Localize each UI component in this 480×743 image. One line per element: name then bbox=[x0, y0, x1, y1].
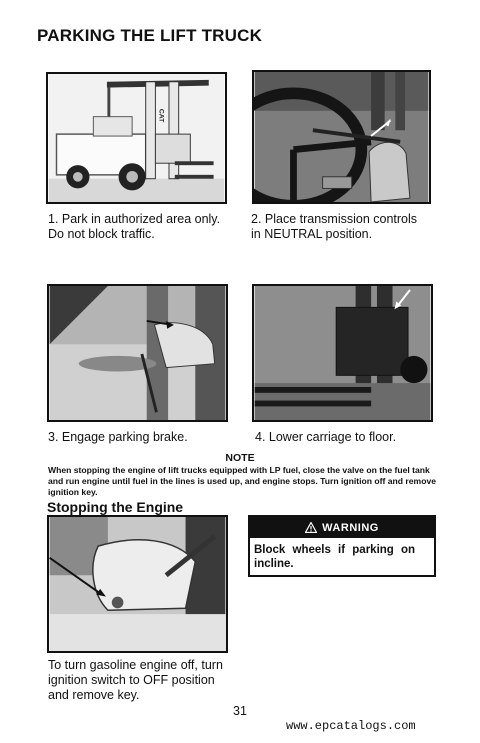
warning-triangle-icon bbox=[305, 522, 317, 533]
photo-transmission-control bbox=[252, 70, 431, 204]
warning-header bbox=[250, 517, 434, 538]
step-2-caption-line2: in NEUTRAL position. bbox=[251, 227, 373, 241]
lift-truck-illustration bbox=[48, 74, 225, 202]
steering-wheel-illustration bbox=[254, 72, 429, 202]
engine-caption-line2: ignition switch to OFF position bbox=[48, 673, 215, 687]
step-1-caption bbox=[48, 212, 238, 242]
truck-logo: CAT bbox=[157, 108, 165, 123]
step-3-caption-line1: 3. Engage parking brake. bbox=[48, 430, 188, 444]
photo-parked-lift-truck bbox=[46, 72, 227, 204]
note-heading: NOTE bbox=[225, 452, 255, 464]
engine-caption-line1: To turn gasoline engine off, turn bbox=[48, 658, 223, 672]
warning-label: WARNING bbox=[322, 521, 379, 534]
step-4-caption bbox=[255, 430, 445, 445]
ignition-key-illustration bbox=[49, 517, 226, 651]
note-body: When stopping the engine of lift trucks equipped with LP fuel, close the valve on the fuel tank and run engine until fuel in the lines is used up, and engine stops. Turn ignition off and remove ignition key. bbox=[48, 465, 437, 497]
step-2-caption bbox=[251, 212, 451, 242]
step-4-caption-line1: 4. Lower carriage to floor. bbox=[255, 430, 397, 444]
photo-parking-brake bbox=[47, 284, 228, 422]
step-1-caption-line1: 1. Park in authorized area only. bbox=[48, 212, 221, 226]
page-title: PARKING THE LIFT TRUCK bbox=[37, 26, 263, 45]
footer-url[interactable]: www.epcatalogs.com bbox=[286, 719, 416, 733]
warning-text: Block wheels if parking on incline. bbox=[254, 544, 416, 570]
engine-caption bbox=[48, 658, 238, 703]
carriage-illustration bbox=[254, 286, 431, 420]
photo-lowered-carriage bbox=[252, 284, 433, 422]
step-1-caption-line2: Do not block traffic. bbox=[48, 227, 155, 241]
section-title: Stopping the Engine bbox=[47, 499, 184, 515]
engine-caption-line3: and remove key. bbox=[48, 688, 140, 702]
parking-brake-illustration bbox=[49, 286, 226, 420]
warning-box bbox=[248, 515, 436, 577]
photo-ignition-switch bbox=[47, 515, 228, 653]
step-2-caption-line1: 2. Place transmission controls bbox=[251, 212, 418, 226]
step-3-caption bbox=[48, 430, 238, 445]
page-number: 31 bbox=[233, 704, 247, 718]
